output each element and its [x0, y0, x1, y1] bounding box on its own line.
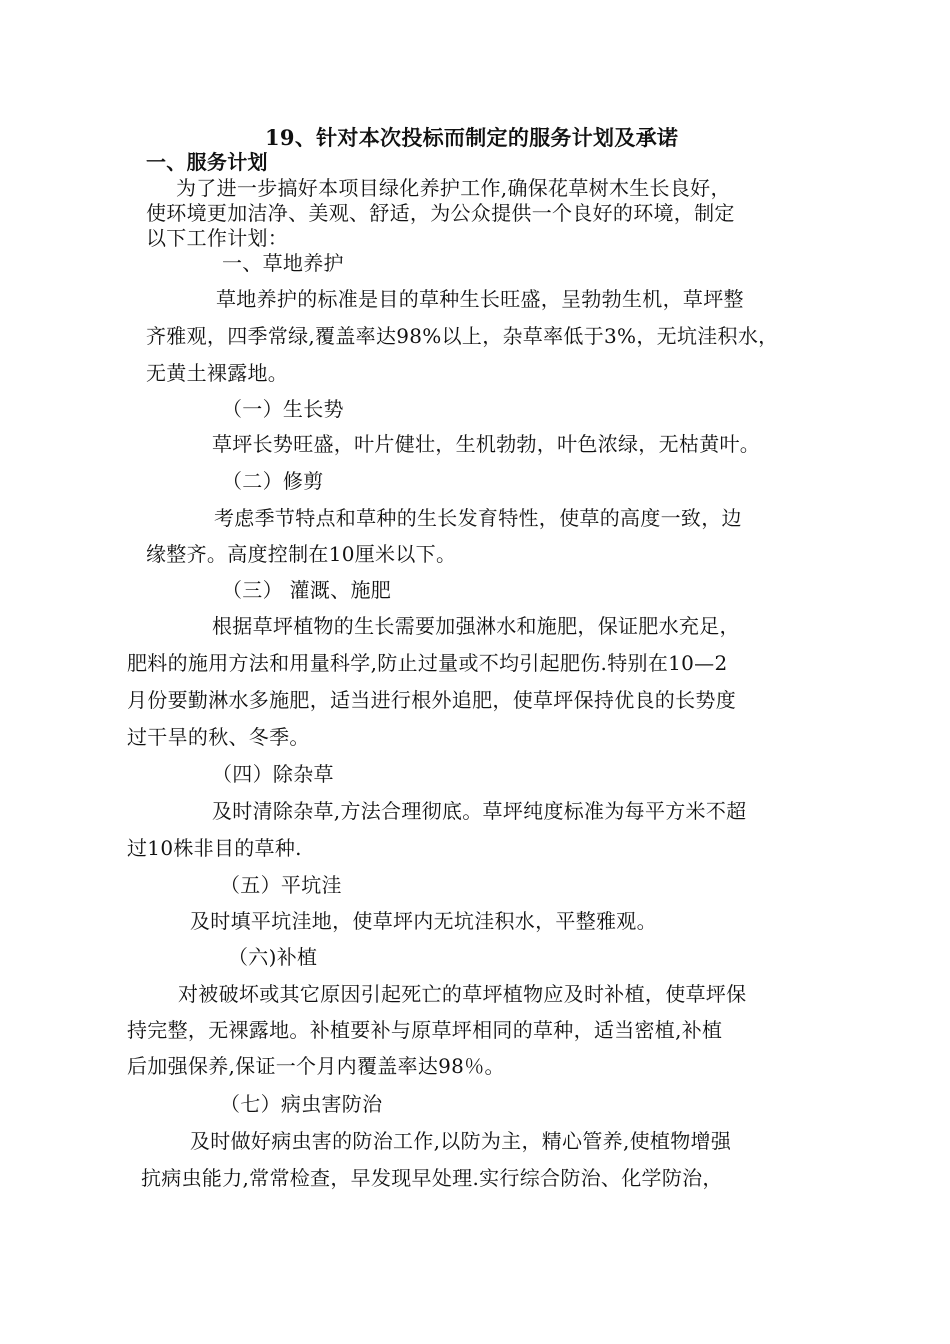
intro-line-2: 使环境更加洁净、美观、舒适，为公众提供一个良好的环境，制定 [146, 201, 735, 225]
standard-line-1: 草地养护的标准是目的草种生长旺盛，呈勃勃生机，草坪整 [216, 287, 744, 311]
item-weeding-line-2: 过10株非目的草种. [127, 836, 302, 860]
item-irrigation-line-1: 根据草坪植物的生长需要加强淋水和施肥，保证肥水充足， [212, 614, 740, 638]
item-irrigation-line-2: 肥料的施用方法和用量科学,防止过量或不均引起肥伤.特别在10—2 [127, 651, 728, 675]
item-heading-irrigation: （三） 灌溉、施肥 [222, 578, 392, 602]
item-pest-control-line-2: 抗病虫能力,常常检查，早发现早处理.实行综合防治、化学防治， [141, 1166, 723, 1190]
sub-heading-lawn-care: 一、草地养护 [222, 251, 344, 275]
item-heading-trimming: （二）修剪 [222, 469, 324, 493]
intro-line-3: 以下工作计划： [146, 226, 289, 250]
item-heading-growth: （一）生长势 [222, 397, 344, 421]
item-heading-leveling: （五）平坑洼 [220, 873, 342, 897]
item-weeding-line-1: 及时清除杂草,方法合理彻底。草坪纯度标准为每平方米不超 [212, 799, 747, 823]
item-trimming-line-1: 考虑季节特点和草种的生长发育特性，使草的高度一致，边 [214, 506, 742, 530]
item-heading-replanting: （六)补植 [228, 945, 318, 969]
item-replanting-line-3: 后加强保养,保证一个月内覆盖率达98％。 [127, 1054, 505, 1078]
item-irrigation-line-4: 过干旱的秋、冬季。 [127, 725, 310, 749]
item-leveling-line-1: 及时填平坑洼地，使草坪内无坑洼积水，平整雅观。 [190, 909, 657, 933]
section-heading: 一、服务计划 [146, 150, 268, 174]
intro-line-1: 为了进一步搞好本项目绿化养护工作,确保花草树木生长良好， [176, 176, 731, 200]
item-heading-pest-control: （七）病虫害防治 [220, 1092, 383, 1116]
item-pest-control-line-1: 及时做好病虫害的防治工作,以防为主，精心管养,使植物增强 [190, 1129, 732, 1153]
item-trimming-line-2: 缘整齐。高度控制在10厘米以下。 [146, 542, 457, 566]
item-heading-weeding: （四）除杂草 [212, 762, 334, 786]
standard-line-3: 无黄土裸露地。 [146, 361, 289, 385]
item-irrigation-line-3: 月份要勤淋水多施肥，适当进行根外追肥，使草坪保持优良的长势度 [127, 688, 736, 712]
item-replanting-line-1: 对被破坏或其它原因引起死亡的草坪植物应及时补植，使草坪保 [178, 982, 747, 1006]
item-replanting-line-2: 持完整，无裸露地。补植要补与原草坪相同的草种，适当密植,补植 [127, 1018, 723, 1042]
standard-line-2: 齐雅观，四季常绿,覆盖率达98%以上，杂草率低于3%，无坑洼积水， [146, 324, 779, 348]
document-title: 19、针对本次投标而制定的服务计划及承诺 [265, 125, 679, 150]
item-growth-line-1: 草坪长势旺盛，叶片健壮，生机勃勃，叶色浓绿，无枯黄叶。 [212, 432, 761, 456]
